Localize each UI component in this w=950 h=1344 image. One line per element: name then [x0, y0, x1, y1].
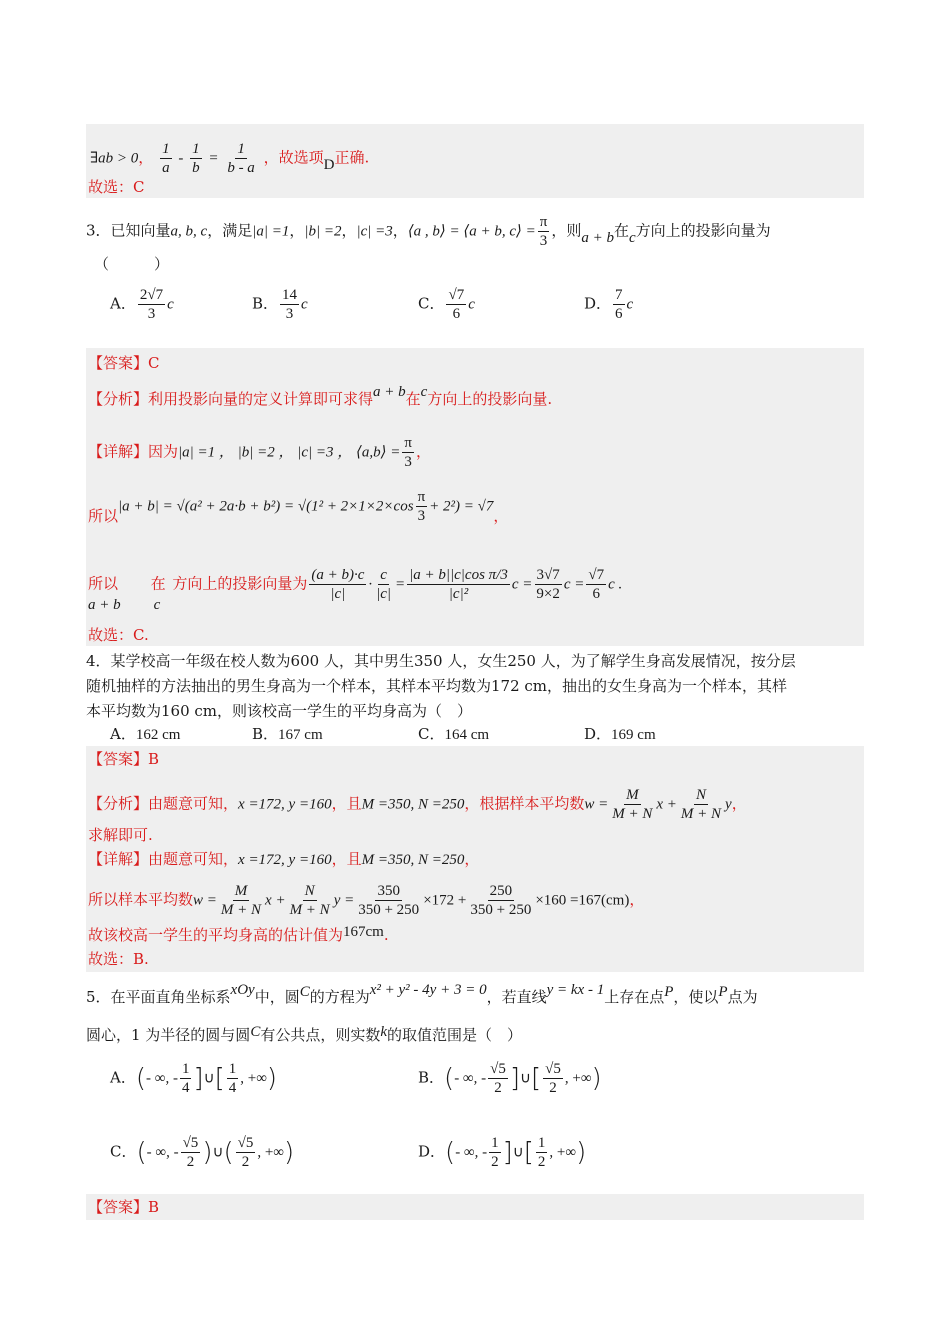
- numerator: 1: [491, 1135, 499, 1151]
- fraction-1-over-b-minus-a: [225, 140, 257, 177]
- q4-option-c[interactable]: [418, 723, 489, 746]
- q3-option-c[interactable]: [418, 286, 475, 323]
- interval-frac: [180, 1060, 192, 1097]
- q4-solution-box: [86, 746, 864, 972]
- option-fraction: [613, 286, 625, 323]
- q4-analysis-line: [88, 786, 747, 823]
- q5-option-c[interactable]: C．(- ∞, - $\frac{√5}{2}$ )∪( $\frac{√5}{2}$ , +∞): [110, 1135, 295, 1170]
- denominator: 350 + 250: [358, 902, 420, 918]
- numerator: √7: [448, 287, 465, 303]
- option-label: A．: [110, 294, 136, 313]
- denominator: 9×2: [536, 586, 560, 602]
- q5-answer-box: [86, 1194, 864, 1220]
- denominator: 2: [241, 1154, 250, 1170]
- numerator: N: [695, 787, 706, 803]
- q5-circle-c: C: [299, 984, 310, 1000]
- denominator: b: [192, 160, 200, 176]
- option-label: D．: [418, 1142, 446, 1161]
- equals: =: [395, 576, 406, 593]
- y-bar: y =: [333, 892, 355, 909]
- interval-right: , +∞: [564, 1070, 592, 1087]
- denominator: 3: [147, 306, 156, 322]
- q3-choose: 故选：C.: [88, 626, 149, 644]
- q4-calc-line: [88, 882, 644, 919]
- q4-stem-line1: 4．某学校高一年级在校人数为600 人，其中男生350 人，女生250 人，为了解学生身高发展情况，按分层: [86, 652, 796, 670]
- numerator: (a + b)·c: [311, 567, 365, 583]
- so-text: 所以: [88, 506, 119, 525]
- numerator: 7: [615, 287, 623, 303]
- interval-frac: [488, 1060, 508, 1097]
- denominator: 2: [549, 1080, 557, 1096]
- option-label: C．: [110, 1142, 137, 1161]
- interval-right: , +∞: [549, 1144, 577, 1161]
- vector-c: c: [153, 596, 161, 613]
- numerator: |a + b||c|cos π/3: [409, 567, 508, 583]
- projection-fraction-1: [309, 566, 366, 603]
- interval-frac: [536, 1134, 548, 1171]
- numerator: 350: [377, 883, 400, 899]
- numerator: 3√7: [536, 567, 560, 583]
- q5-stem-part: ，使以: [673, 988, 719, 1006]
- interval-right: , +∞: [240, 1070, 267, 1087]
- sample-means: x =172, y =160: [238, 796, 332, 813]
- q5-line-equation: y = kx - 1: [546, 982, 605, 998]
- q3-answer: 【答案】C: [88, 354, 160, 372]
- denominator: 3: [417, 508, 426, 524]
- fraction-350: [356, 882, 421, 919]
- detail-text: 因为: [148, 442, 179, 461]
- denominator: M + N: [612, 806, 653, 822]
- q4-answer: 【答案】B: [88, 750, 160, 768]
- q3-option-d[interactable]: [584, 286, 633, 323]
- q3-detail-line1: [88, 434, 431, 471]
- numerator: π: [539, 214, 548, 230]
- q3-analysis: [88, 384, 553, 411]
- denominator: 3: [285, 306, 294, 322]
- analysis-tag: 【分析】: [88, 794, 149, 813]
- interval-frac: [543, 1060, 563, 1097]
- analysis-text: 利用投影向量的定义计算即可求得: [148, 390, 374, 408]
- q3-angle-expression: ⟨a , b⟩ = ⟨a + b, c⟩ =: [407, 223, 536, 240]
- separator: ，: [138, 148, 154, 167]
- option-value: 167 cm: [278, 727, 323, 743]
- option-label: D．: [584, 294, 612, 313]
- x-bar: x +: [265, 892, 286, 909]
- weight-n: [679, 786, 723, 823]
- analysis-text: 由题意可知，: [148, 794, 239, 813]
- q4-choose: 故选：B.: [88, 950, 149, 968]
- interval-frac: [236, 1134, 256, 1171]
- denominator: |c|: [330, 586, 346, 602]
- option-vector: c: [167, 296, 174, 313]
- a-plus-b: a + b: [373, 384, 406, 400]
- projection-fraction-5: [586, 566, 606, 603]
- q5-circle-c: C: [250, 1024, 261, 1040]
- comma: ，: [629, 890, 645, 909]
- numerator: π: [417, 489, 426, 505]
- q3-norm-line: [88, 488, 508, 525]
- equals-sign: =: [208, 150, 219, 167]
- option-fraction: [280, 286, 299, 323]
- option-label: C．: [418, 294, 445, 313]
- projection-fraction-2: [374, 566, 393, 603]
- q5-stem-part: 5．在平面直角坐标系: [86, 988, 231, 1006]
- q5-stem-part: 有公共点，则实数: [260, 1026, 381, 1044]
- option-label: B．: [252, 294, 279, 313]
- vector-c: c: [420, 384, 428, 400]
- option-vector: c: [468, 296, 475, 313]
- denominator: 350 + 250: [470, 902, 532, 918]
- option-label: B．: [252, 725, 279, 743]
- option-value: 169 cm: [611, 727, 656, 743]
- denominator: a: [162, 160, 170, 176]
- q4-detail-line: [88, 848, 479, 871]
- previous-solution-box: [86, 124, 864, 198]
- q3-option-a[interactable]: [110, 286, 174, 323]
- interval-frac: [227, 1060, 239, 1097]
- numerator: 1: [237, 141, 245, 157]
- comma: ，: [464, 850, 480, 868]
- numerator: c: [380, 567, 387, 583]
- q5-option-d[interactable]: D．(- ∞, - $\frac{1}{2}$ ]∪[ $\frac{1}{2}$ , +∞): [418, 1135, 587, 1170]
- union: ∪: [512, 1144, 524, 1161]
- estimate-value: 167cm: [343, 924, 384, 940]
- weighted-mean: w =: [584, 796, 609, 813]
- numerator: √5: [237, 1135, 254, 1151]
- q3-cond-c: |c| =3: [356, 223, 393, 240]
- so-text: 所以: [88, 574, 119, 593]
- numerator: N: [304, 883, 315, 899]
- q3-a-plus-b: a + b: [581, 229, 614, 246]
- q3-cond-b: |b| =2: [304, 223, 342, 240]
- numerator: M: [234, 883, 248, 899]
- option-label: A．: [110, 725, 136, 743]
- q3-stem-part: 3．已知向量: [86, 221, 171, 240]
- denominator: 2: [494, 1080, 502, 1096]
- minus-sign: -: [178, 150, 184, 167]
- q3-stem: 3．已知向量a, b, c，满足|a| =1，|b| =2，|c| =3，⟨a , b⟩ = ⟨a + b, c⟩ = $\frac{\pi}{3}$ ，则a + b在c方向上的投影向量为: [86, 214, 771, 249]
- q5-stem-line1: [86, 982, 758, 1009]
- option-vector: c: [301, 296, 308, 313]
- denominator: 6: [452, 306, 461, 322]
- choose-answer: 故选：C: [88, 178, 145, 196]
- q3-vectors: a, b, c: [170, 223, 208, 240]
- norm-expression-tail: + 2²) = √7: [429, 498, 494, 515]
- q5-stem-part: 圆心，1 为半径的圆与圆: [86, 1026, 251, 1044]
- detail-text: 由题意可知，: [148, 850, 239, 868]
- denominator: 6: [592, 586, 600, 602]
- denominator: 4: [228, 1080, 237, 1096]
- q5-stem-part: 的取值范围是（ ）: [387, 1026, 523, 1044]
- so-text: 所以样本平均数: [88, 890, 194, 909]
- q3-option-b[interactable]: [252, 286, 308, 323]
- numerator: 14: [282, 287, 298, 303]
- analysis-text: 在: [405, 390, 421, 408]
- denominator: M + N: [680, 806, 722, 822]
- interval-frac: [181, 1134, 201, 1171]
- interval-left: - ∞, -: [455, 1144, 488, 1161]
- q5-option-b[interactable]: B．(- ∞, - $\frac{√5}{2}$ ]∪[ $\frac{√5}{2}$ , +∞): [418, 1061, 602, 1096]
- denominator: b - a: [227, 160, 255, 176]
- q3-stem-part: ，则: [551, 221, 582, 240]
- fraction-250: [468, 882, 533, 919]
- interval-right: , +∞: [257, 1144, 284, 1161]
- pi-over-3: [416, 488, 428, 525]
- q3-cond-a: |a| =1: [252, 223, 290, 240]
- numerator: √5: [182, 1135, 199, 1151]
- denominator: M + N: [220, 902, 262, 918]
- analysis-text: ，根据样本平均数: [464, 794, 585, 813]
- q4-option-d[interactable]: [584, 723, 656, 746]
- q3-projection-line: [88, 566, 623, 613]
- fraction-1-over-b: [190, 140, 202, 177]
- correct-text: 正确.: [334, 148, 370, 167]
- analysis-text: 方向上的投影向量.: [427, 390, 553, 408]
- q3-stem-part: 在: [613, 221, 629, 240]
- q5-k: k: [380, 1024, 388, 1040]
- q5-point-p: P: [664, 984, 674, 1000]
- q3-stem-part: 方向上的投影向量为: [635, 221, 771, 240]
- q5-stem-part: ，若直线: [486, 988, 547, 1006]
- q5-stem-part: 点为: [727, 988, 758, 1006]
- q5-xoy: xOy: [230, 982, 255, 998]
- option-fraction: [446, 286, 466, 323]
- q5-option-a[interactable]: A．(- ∞, - $\frac{1}{4}$ ]∪[ $\frac{1}{4}$ , +∞): [110, 1061, 278, 1096]
- calc-mid: ×172 +: [423, 892, 467, 909]
- interval-left: - ∞, -: [454, 1070, 487, 1087]
- detail-tag: 【详解】: [88, 442, 149, 461]
- interval-left: - ∞, -: [146, 1144, 179, 1161]
- q5-point-p: P: [718, 984, 728, 1000]
- denominator: |c|²: [448, 586, 469, 602]
- denominator: |c|: [376, 586, 392, 602]
- denominator: M + N: [289, 902, 330, 918]
- detail-tag: 【详解】: [88, 850, 149, 868]
- norm-expression: |a + b| = √(a² + 2a·b + b²) = √(1² + 2×1×2×cos: [118, 498, 414, 515]
- estimate-text: 故该校高一学生的平均身高的估计值为: [88, 926, 344, 944]
- weight-n: [288, 882, 332, 919]
- interval-frac: [489, 1134, 501, 1171]
- numerator: 1: [192, 141, 200, 157]
- sample-sizes: M =350, N =250: [361, 852, 465, 868]
- denominator: 3: [539, 233, 548, 249]
- q4-option-a[interactable]: [110, 723, 180, 746]
- comma: ，: [415, 442, 431, 461]
- numerator: 1: [181, 1061, 190, 1077]
- option-label: C．: [418, 725, 445, 743]
- option-value: 162 cm: [135, 727, 181, 743]
- weight-m: [610, 786, 654, 823]
- q3-solution-box: [86, 348, 864, 646]
- denominator: 4: [181, 1080, 190, 1096]
- q5-stem-part: 中，圆: [254, 988, 300, 1006]
- option-label: D．: [584, 725, 612, 743]
- projection-fraction-3: [407, 566, 510, 603]
- numerator: 1: [228, 1061, 237, 1077]
- numerator: M: [626, 787, 639, 803]
- numerator: π: [404, 435, 412, 451]
- q5-stem-part: 的方程为: [309, 988, 370, 1006]
- denominator: 2: [186, 1154, 195, 1170]
- pi-over-3: [538, 213, 550, 250]
- denominator: 6: [615, 306, 623, 322]
- numerator: √5: [545, 1061, 561, 1077]
- projection-equals: c =: [563, 576, 585, 593]
- solution-tail-line: [90, 140, 369, 177]
- q3-answer-paren: （ ）: [94, 255, 170, 273]
- option-label: A．: [110, 1068, 136, 1087]
- option-fraction: [138, 286, 165, 323]
- projection-end: c .: [608, 576, 623, 593]
- denominator: 2: [491, 1154, 499, 1170]
- option-label: B．: [418, 1068, 445, 1087]
- numerator: 2√7: [139, 287, 164, 303]
- pi-over-3: [402, 434, 414, 471]
- q5-stem-line2: [86, 1024, 522, 1047]
- q4-stem-line3: 本平均数为160 cm，则该校高一学生的平均身高为（ ）: [86, 702, 473, 720]
- a-plus-b: a + b: [88, 596, 121, 613]
- dot: ·: [368, 576, 373, 593]
- analysis-tag: 【分析】: [88, 390, 149, 408]
- q5-answer: 【答案】B: [88, 1198, 160, 1216]
- numerator: 1: [537, 1135, 546, 1151]
- q5-circle-equation: x² + y² - 4y + 3 = 0: [369, 982, 487, 998]
- q3-stem-part: ，满足: [207, 221, 253, 240]
- projection-text: 方向上的投影向量为: [172, 574, 308, 593]
- sample-means: x =172, y =160: [238, 852, 332, 868]
- exists-expression: ∃ab > 0: [90, 150, 139, 167]
- x-bar: x +: [656, 796, 677, 813]
- fraction-1-over-a: [160, 140, 172, 177]
- numerator: √5: [490, 1061, 506, 1077]
- comma: ，: [731, 794, 747, 813]
- analysis-conclusion: 求解即可.: [88, 826, 153, 844]
- union: ∪: [212, 1144, 224, 1161]
- sample-sizes: M =350, N =250: [361, 796, 465, 813]
- projection-mid: c =: [511, 576, 533, 593]
- period: .: [383, 926, 389, 944]
- q4-option-b[interactable]: [252, 723, 323, 746]
- interval-left: - ∞, -: [146, 1070, 178, 1087]
- numerator: 1: [162, 141, 170, 157]
- option-text: ，故选项: [263, 148, 324, 167]
- detail-conditions: |a| =1 ， |b| =2 ， |c| =3 ， ⟨a,b⟩ =: [178, 444, 401, 461]
- weight-m: [219, 882, 263, 919]
- y-bar: y: [725, 796, 732, 813]
- analysis-text: ，且: [331, 794, 362, 813]
- in-text: 在: [150, 574, 166, 593]
- q4-estimate-line: [88, 924, 389, 947]
- numerator: 250: [489, 883, 513, 899]
- option-vector: c: [626, 296, 634, 313]
- q4-stem-line2: 随机抽样的方法抽出的男生身高为一个样本，其样本平均数为172 cm，抽出的女生身高为一个样本，其样: [86, 677, 788, 695]
- denominator: 3: [404, 454, 412, 470]
- detail-text: ，且: [331, 850, 362, 868]
- union: ∪: [203, 1070, 215, 1087]
- q3-c: c: [628, 229, 636, 246]
- q5-stem-part: 上存在点: [604, 988, 665, 1006]
- denominator: 2: [537, 1154, 546, 1170]
- option-letter: D: [323, 156, 335, 173]
- option-value: 164 cm: [444, 727, 490, 743]
- union: ∪: [520, 1070, 531, 1087]
- projection-fraction-4: [534, 566, 561, 603]
- comma: ，: [493, 506, 509, 525]
- numerator: √7: [588, 567, 605, 583]
- calc-result: ×160 =167(cm): [535, 892, 630, 909]
- weighted-mean: w =: [193, 892, 217, 909]
